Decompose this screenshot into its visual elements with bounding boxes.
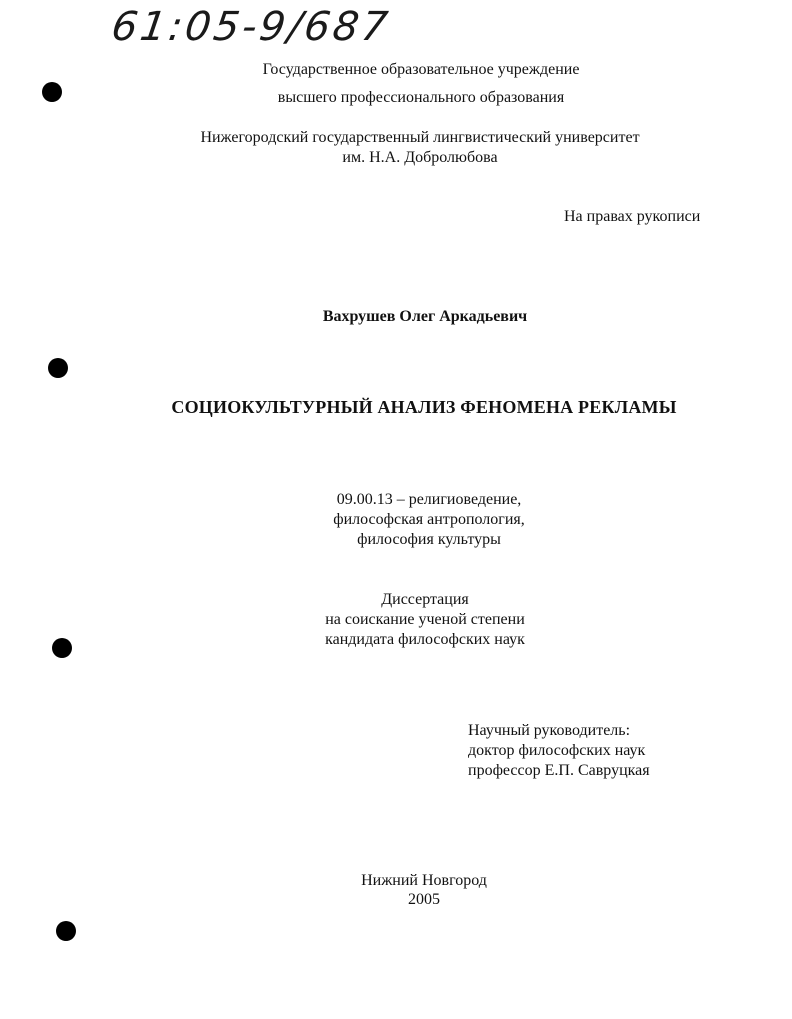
punch-hole-3	[52, 638, 72, 658]
institution-line-1: Государственное образовательное учреждение	[262, 61, 580, 78]
punch-hole-4	[56, 921, 76, 941]
city: Нижний Новгород	[361, 872, 487, 889]
specialty-line-3: философия культуры	[357, 531, 501, 548]
dissertation-line-3: кандидата философских наук	[325, 631, 525, 648]
dissertation-line-1: Диссертация	[381, 591, 469, 608]
archive-stamp: 61:05-9/687	[108, 4, 394, 50]
manuscript-rights: На правах рукописи	[564, 208, 701, 225]
university-line-1: Нижегородский государственный лингвистический университет	[200, 129, 640, 146]
supervisor-line-2: доктор философских наук	[468, 742, 646, 759]
punch-hole-2	[48, 358, 68, 378]
specialty-line-1: 09.00.13 – религиоведение,	[336, 491, 522, 508]
institution-line-2: высшего профессионального образования	[277, 89, 565, 106]
dissertation-line-2: на соискание ученой степени	[325, 611, 525, 628]
dissertation-title: СОЦИОКУЛЬТУРНЫЙ АНАЛИЗ ФЕНОМЕНА РЕКЛАМЫ	[171, 397, 677, 417]
supervisor-line-3: профессор Е.П. Савруцкая	[468, 762, 650, 779]
specialty-line-2: философская антропология,	[333, 511, 525, 528]
supervisor-line-1: Научный руководитель:	[468, 722, 631, 739]
punch-hole-1	[42, 82, 62, 102]
university-line-2: им. Н.А. Добролюбова	[342, 149, 498, 166]
author-name: Вахрушев Олег Аркадьевич	[322, 308, 528, 325]
year: 2005	[408, 891, 440, 908]
